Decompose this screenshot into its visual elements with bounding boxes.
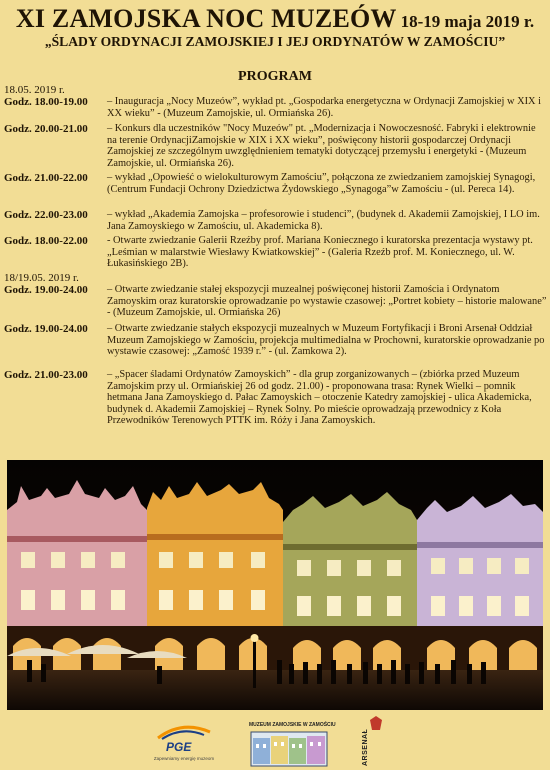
day1-date: 18.05. 2019 r. [4,84,65,96]
event-description: – „Spacer śladami Ordynatów Zamoyskich” - dla grup zorganizowanych – (zbiórka przed Muzeum Zamojskim przy ul. Ormiańskiej 26 od godz. 21.00) - proponowana trasa: Rynek Wielki – pomnik hetmana Jana Zamoyskiego d. Pałac Zamoyskich – otoczenie Katedry zamojskiej - ulica Akademicka, budynek d. Akademii Zamojskiej – Rynek Solny. Po mieście oprowadzają przewodnicy z Koła Przewodników Terenowych PTTK im. Róży i Jana Zamoyskich. [107,369,532,427]
event-time: Godz. 21.00-22.00 [4,172,88,184]
market-square-illustration [7,460,543,710]
event-description: - Otwarte zwiedzanie Galerii Rzeźby prof. Mariana Koniecznego i kuratorska prezentacja wystawy pt. „Leśmian w malarstwie Wiesławy Kwiatkowskiej” - (Galeria Rzeźb prof. M. Koniecznego, ul. W. Łukasińskiego 2B). [107,235,533,270]
day2-date: 18/19.05. 2019 r. [4,272,79,284]
program-heading: PROGRAM [238,69,312,84]
event-time: Godz. 19.00-24.00 [4,284,88,296]
market-square-night-photo [7,460,543,710]
event-time: Godz. 22.00-23.00 [4,209,88,221]
event-description: – Otwarte zwiedzanie stałej ekspozycji muzealnej poświęconej historii Zamościa i Ordynatom Zamoyskim oraz kuratorskie oprowadzanie po wystawie czasowej: „Portret kobiety – historie malowane” - (Muzeum Zamojskie, ul. Ormiańska 26) [107,284,547,319]
title-date: 18-19 maja 2019 r. [400,12,535,31]
arsenal-name: ARSENAŁ [362,728,369,766]
arsenal-logo [360,716,384,770]
poster-subtitle: „ŚLADY ORDYNACJI ZAMOJSKIEJ I JEJ ORDYNATÓW W ZAMOŚCIU” [44,34,506,49]
event-description: – wykład „Opowieść o wielokulturowym Zamościu”, połączona ze zwiedzaniem zamojskiej Synagogi, (Centrum Fundacji Ochrony Dziedzictwa Żydowskiego „Synagoga”w Zamościu - (ul. Pereca 14). [107,172,536,195]
event-description: – Konkurs dla uczestników "Nocy Muzeów" pt. „Modernizacja i Nowoczesność. Fabryki i elektrownie na terenie OrdynacjiZamojskie w XIX i XX wieku”, poświęcony historii gospodarczej Ordynacji Zamojskiej ze szczególnym uwzględnieniem tematyki dotyczącej przemysłu i energetyki - (Muzeum Zamojskie, ul. Ormiańska 26). [107,123,536,169]
sponsor-logos [0,712,550,770]
poster-title [0,4,550,34]
event-description: – Otwarte zwiedzanie stałych ekspozycji muzealnych w Muzeum Fortyfikacji i Broni Arsenał Oddział Muzeum Zamojskiego w Zamościu, projekcja multimedialna w Prochowni, kuratorskie oprowadzanie po wystawie czasowej: „Zamość 1939 r.” - (ul. Zamkowa 2). [107,323,545,358]
pge-tagline: Zapewniamy energię muzeom [153,756,215,761]
event-time: Godz. 20.00-21.00 [4,123,88,135]
pge-swoosh-icon [152,724,216,740]
arsenal-emblem-icon [370,716,382,730]
event-time: Godz. 19.00-24.00 [4,323,88,335]
pge-name: PGE [166,740,192,754]
event-description: – Inauguracja „Nocy Muzeów”, wykład pt. „Gospodarka energetyczna w Ordynacji Zamojskiej w XIX i XX wieku” - (Muzeum Zamojskie, ul. Ormiańska 26). [107,96,542,119]
event-time: Godz. 18.00-19.00 [4,96,88,108]
title-main: XI ZAMOJSKA NOC MUZEÓW [15,4,397,33]
museum-name: MUZEUM ZAMOJSKIE W ZAMOŚCIU [249,722,336,728]
pge-logo [152,724,216,768]
museum-logo [249,722,336,768]
event-time: Godz. 18.00-22.00 [4,235,88,247]
museum-facade-icon [249,730,329,768]
event-time: Godz. 21.00-23.00 [4,369,88,381]
event-description: – wykład „Akademia Zamojska – profesorowie i studenci”, (budynek d. Akademii Zamojskiej, I LO im. Jana Zamoyskiego w Zamościu, ul. Akademicka 8). [107,209,540,232]
